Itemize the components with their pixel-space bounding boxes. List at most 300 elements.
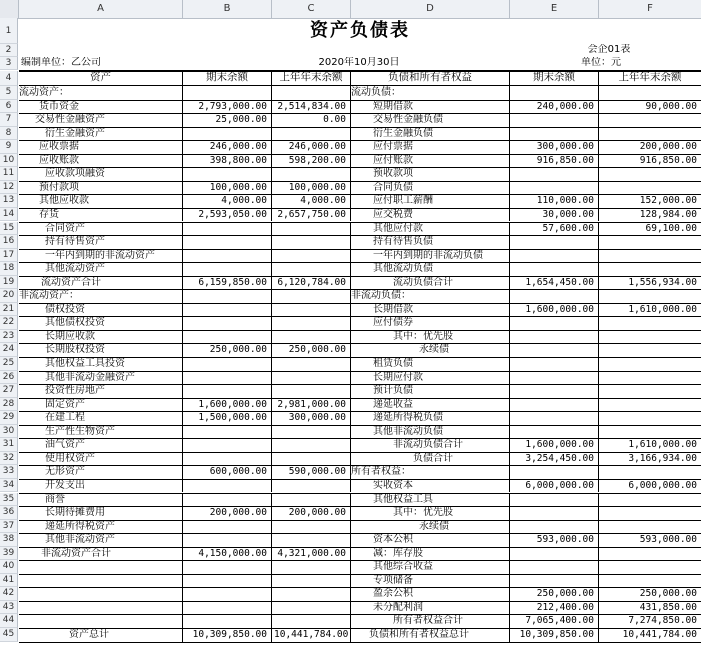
asset-prior-balance-cell[interactable]: 300,000.00	[272, 411, 351, 425]
row-number[interactable]: 37	[0, 520, 18, 534]
asset-item-cell[interactable]: 流动资产合计	[19, 276, 183, 290]
asset-item-cell[interactable]: 存货	[19, 208, 183, 222]
liability-ending-balance-cell[interactable]: 1,600,000.00	[510, 303, 599, 317]
asset-item-cell[interactable]	[19, 587, 183, 601]
asset-item-cell[interactable]: 在建工程	[19, 411, 183, 425]
liability-ending-balance-cell[interactable]	[510, 262, 599, 276]
asset-ending-balance-cell[interactable]	[183, 601, 272, 615]
row-number[interactable]: 36	[0, 506, 18, 520]
asset-prior-balance-cell[interactable]	[272, 330, 351, 344]
row-number[interactable]: 30	[0, 425, 18, 439]
asset-item-cell[interactable]	[19, 614, 183, 628]
asset-ending-balance-cell[interactable]	[183, 520, 272, 534]
liability-ending-balance-cell[interactable]	[510, 357, 599, 371]
liability-equity-item-cell[interactable]: 应交税费	[351, 208, 510, 222]
liability-ending-balance-cell[interactable]: 7,065,400.00	[510, 614, 599, 628]
asset-prior-balance-cell[interactable]	[272, 452, 351, 466]
asset-prior-balance-cell[interactable]	[272, 560, 351, 574]
row-number[interactable]: 23	[0, 330, 18, 344]
liability-ending-balance-cell[interactable]: 10,309,850.00	[510, 628, 599, 642]
asset-ending-balance-cell[interactable]	[183, 574, 272, 588]
asset-prior-balance-cell[interactable]	[272, 357, 351, 371]
liability-ending-balance-cell[interactable]	[510, 398, 599, 412]
liability-prior-balance-cell[interactable]	[599, 425, 701, 439]
row-number[interactable]: 45	[0, 628, 18, 642]
column-header-f[interactable]: F	[599, 0, 701, 18]
liability-ending-balance-cell[interactable]	[510, 289, 599, 303]
asset-prior-balance-cell[interactable]	[272, 438, 351, 452]
asset-item-cell[interactable]: 油气资产	[19, 438, 183, 452]
asset-item-cell[interactable]: 流动资产：	[19, 86, 183, 100]
liability-prior-balance-cell[interactable]: 3,166,934.00	[628, 452, 697, 464]
liability-prior-balance-cell[interactable]: 69,100.00	[645, 222, 697, 234]
liability-equity-item-cell[interactable]: 非流动负债：	[351, 289, 510, 303]
asset-item-cell[interactable]: 应收票据	[19, 140, 183, 154]
asset-ending-balance-cell[interactable]	[183, 289, 272, 303]
row-number[interactable]: 6	[0, 100, 18, 114]
asset-ending-balance-cell[interactable]	[183, 262, 272, 276]
asset-ending-balance-cell[interactable]: 600,000.00	[183, 465, 272, 479]
row-number[interactable]: 10	[0, 154, 18, 168]
liability-equity-item-cell[interactable]: 负债合计	[351, 452, 510, 466]
asset-item-cell[interactable]: 非流动资产：	[19, 289, 183, 303]
liability-prior-balance-cell[interactable]: 152,000.00	[639, 195, 697, 207]
asset-ending-balance-cell[interactable]: 398,800.00	[183, 154, 272, 168]
asset-ending-balance-cell[interactable]: 4,000.00	[183, 194, 272, 208]
asset-ending-balance-cell[interactable]: 1,500,000.00	[183, 411, 272, 425]
asset-prior-balance-cell[interactable]	[272, 86, 351, 100]
asset-item-cell[interactable]: 其他债权投资	[19, 316, 183, 330]
liability-prior-balance-cell[interactable]	[599, 330, 701, 344]
liability-prior-balance-cell[interactable]	[599, 316, 701, 330]
liability-ending-balance-cell[interactable]: 1,600,000.00	[510, 438, 599, 452]
liability-prior-balance-cell[interactable]	[599, 371, 701, 385]
column-header-b[interactable]: B	[183, 0, 272, 18]
row-number[interactable]: 3	[0, 57, 18, 70]
liability-ending-balance-cell[interactable]: 593,000.00	[510, 533, 599, 547]
liability-ending-balance-cell[interactable]: 250,000.00	[510, 587, 599, 601]
asset-item-cell[interactable]: 应收款项融资	[19, 167, 183, 181]
liability-prior-balance-cell[interactable]	[599, 465, 701, 479]
liability-equity-item-cell[interactable]: 其他非流动负债	[351, 425, 510, 439]
liability-prior-balance-cell[interactable]	[599, 493, 701, 507]
liability-ending-balance-cell[interactable]: 6,000,000.00	[510, 479, 599, 493]
row-number[interactable]: 4	[0, 71, 18, 86]
asset-ending-balance-cell[interactable]	[183, 425, 272, 439]
liability-ending-balance-cell[interactable]: 110,000.00	[510, 194, 599, 208]
row-number[interactable]: 27	[0, 384, 18, 398]
asset-prior-balance-cell[interactable]	[272, 384, 351, 398]
liability-equity-item-cell[interactable]: 负债和所有者权益总计	[351, 628, 510, 642]
row-number[interactable]: 18	[0, 262, 18, 276]
liability-equity-item-cell[interactable]: 其中：优先股	[351, 330, 510, 344]
liability-equity-item-cell[interactable]: 应付债券	[351, 316, 510, 330]
liability-equity-item-cell[interactable]: 资本公积	[351, 533, 510, 547]
liability-prior-balance-cell[interactable]	[599, 127, 701, 141]
liability-ending-balance-cell[interactable]: 57,600.00	[510, 222, 599, 236]
liability-ending-balance-cell[interactable]	[510, 235, 599, 249]
liability-prior-balance-cell[interactable]	[599, 560, 701, 574]
asset-ending-balance-cell[interactable]	[183, 614, 272, 628]
liability-ending-balance-cell[interactable]: 300,000.00	[510, 140, 599, 154]
row-number[interactable]: 2	[0, 44, 18, 57]
liability-ending-balance-cell[interactable]: 3,254,450.00	[510, 452, 599, 466]
liability-equity-item-cell[interactable]: 未分配利润	[351, 601, 510, 615]
asset-item-cell[interactable]: 生产性生物资产	[19, 425, 183, 439]
liability-equity-item-cell[interactable]: 持有待售负债	[351, 235, 510, 249]
liability-equity-item-cell[interactable]: 其中：优先股	[351, 506, 510, 520]
liability-prior-balance-cell[interactable]	[599, 113, 701, 127]
asset-ending-balance-cell[interactable]	[183, 249, 272, 263]
asset-item-cell[interactable]: 其他非流动资产	[19, 533, 183, 547]
liability-prior-balance-cell[interactable]	[599, 384, 701, 398]
liability-equity-item-cell[interactable]: 短期借款	[351, 100, 510, 114]
liability-prior-balance-cell[interactable]: 1,610,000.00	[628, 439, 697, 451]
asset-prior-balance-cell[interactable]: 590,000.00	[272, 465, 351, 479]
asset-ending-balance-cell[interactable]: 25,000.00	[183, 113, 272, 127]
liability-equity-item-cell[interactable]: 预计负债	[351, 384, 510, 398]
asset-ending-balance-cell[interactable]: 4,150,000.00	[183, 547, 272, 561]
asset-prior-balance-cell[interactable]	[272, 249, 351, 263]
liability-prior-balance-cell[interactable]	[599, 398, 701, 412]
row-number[interactable]: 19	[0, 276, 18, 290]
liability-equity-item-cell[interactable]: 盈余公积	[351, 587, 510, 601]
liability-prior-balance-cell[interactable]	[599, 506, 701, 520]
liability-ending-balance-cell[interactable]	[510, 86, 599, 100]
asset-item-cell[interactable]: 长期股权投资	[19, 343, 183, 357]
form-number[interactable]: 会企01表	[587, 44, 631, 55]
liability-equity-item-cell[interactable]: 应付票据	[351, 140, 510, 154]
liability-prior-balance-cell[interactable]	[599, 411, 701, 425]
asset-ending-balance-cell[interactable]	[183, 587, 272, 601]
asset-prior-balance-cell[interactable]	[272, 289, 351, 303]
asset-prior-balance-cell[interactable]	[272, 167, 351, 181]
asset-ending-balance-cell[interactable]	[183, 303, 272, 317]
asset-prior-balance-cell[interactable]: 6,120,784.00	[272, 276, 351, 290]
liability-ending-balance-cell[interactable]	[510, 181, 599, 195]
column-header-d[interactable]: D	[351, 0, 510, 18]
asset-prior-balance-cell[interactable]	[272, 479, 351, 493]
row-number[interactable]: 39	[0, 547, 18, 561]
liability-ending-balance-cell[interactable]	[510, 316, 599, 330]
liability-prior-balance-cell[interactable]: 431,850.00	[639, 601, 697, 613]
asset-ending-balance-cell[interactable]	[183, 560, 272, 574]
column-header-e[interactable]: E	[510, 0, 599, 18]
asset-ending-balance-cell[interactable]: 246,000.00	[183, 140, 272, 154]
asset-ending-balance-cell[interactable]	[183, 235, 272, 249]
asset-item-cell[interactable]	[19, 601, 183, 615]
asset-item-cell[interactable]: 其他权益工具投资	[19, 357, 183, 371]
liability-prior-balance-cell[interactable]	[599, 86, 701, 100]
header-liability-prior-year-balance[interactable]: 上年年末余额	[618, 71, 682, 83]
header-assets[interactable]: 资产	[19, 71, 183, 85]
liability-ending-balance-cell[interactable]	[510, 465, 599, 479]
row-number[interactable]: 11	[0, 167, 18, 181]
row-number[interactable]: 29	[0, 411, 18, 425]
liability-ending-balance-cell[interactable]	[510, 506, 599, 520]
row-number[interactable]: 25	[0, 357, 18, 371]
asset-prior-balance-cell[interactable]: 246,000.00	[272, 140, 351, 154]
row-number[interactable]: 13	[0, 194, 18, 208]
liability-ending-balance-cell[interactable]	[510, 574, 599, 588]
liability-equity-item-cell[interactable]: 所有者权益合计	[351, 614, 510, 628]
asset-prior-balance-cell[interactable]	[272, 601, 351, 615]
row-number[interactable]: 12	[0, 181, 18, 195]
asset-prior-balance-cell[interactable]: 2,981,000.00	[272, 398, 351, 412]
liability-ending-balance-cell[interactable]	[510, 384, 599, 398]
row-number[interactable]: 16	[0, 235, 18, 249]
asset-prior-balance-cell[interactable]: 100,000.00	[272, 181, 351, 195]
asset-prior-balance-cell[interactable]: 2,657,750.00	[272, 208, 351, 222]
liability-prior-balance-cell[interactable]: 593,000.00	[639, 534, 697, 546]
asset-prior-balance-cell[interactable]	[272, 222, 351, 236]
row-number[interactable]: 31	[0, 438, 18, 452]
asset-item-cell[interactable]: 交易性金融资产	[19, 113, 183, 127]
asset-item-cell[interactable]: 长期应收款	[19, 330, 183, 344]
liability-ending-balance-cell[interactable]	[510, 411, 599, 425]
asset-prior-balance-cell[interactable]	[272, 262, 351, 276]
row-number[interactable]: 34	[0, 479, 18, 493]
asset-item-cell[interactable]: 递延所得税资产	[19, 520, 183, 534]
asset-item-cell[interactable]: 使用权资产	[19, 452, 183, 466]
liability-equity-item-cell[interactable]: 永续债	[351, 343, 510, 357]
asset-prior-balance-cell[interactable]	[272, 425, 351, 439]
row-number[interactable]: 41	[0, 574, 18, 588]
asset-ending-balance-cell[interactable]: 6,159,850.00	[183, 276, 272, 290]
asset-item-cell[interactable]: 商誉	[19, 493, 183, 507]
header-liabilities-equity[interactable]: 负债和所有者权益	[351, 71, 510, 85]
row-number[interactable]: 40	[0, 560, 18, 574]
liability-prior-balance-cell[interactable]	[599, 262, 701, 276]
liability-prior-balance-cell[interactable]	[599, 181, 701, 195]
row-number[interactable]: 38	[0, 533, 18, 547]
liability-ending-balance-cell[interactable]	[510, 249, 599, 263]
sheet-title[interactable]: 资产负债表	[310, 20, 410, 41]
asset-prior-balance-cell[interactable]: 0.00	[272, 113, 351, 127]
row-number[interactable]: 21	[0, 303, 18, 317]
asset-ending-balance-cell[interactable]	[183, 330, 272, 344]
row-number[interactable]: 26	[0, 371, 18, 385]
row-number[interactable]: 32	[0, 452, 18, 466]
asset-ending-balance-cell[interactable]	[183, 533, 272, 547]
header-asset-prior-year-balance[interactable]: 上年年末余额	[272, 71, 351, 85]
liability-prior-balance-cell[interactable]: 6,000,000.00	[628, 479, 697, 491]
liability-equity-item-cell[interactable]: 减：库存股	[351, 547, 510, 561]
liability-prior-balance-cell[interactable]: 1,556,934.00	[628, 276, 697, 288]
liability-ending-balance-cell[interactable]	[510, 343, 599, 357]
liability-prior-balance-cell[interactable]	[599, 167, 701, 181]
reporting-entity[interactable]: 编制单位：乙公司	[21, 57, 101, 68]
liability-prior-balance-cell[interactable]: 916,850.00	[639, 154, 697, 166]
row-number[interactable]: 20	[0, 289, 18, 303]
liability-prior-balance-cell[interactable]	[599, 249, 701, 263]
row-number[interactable]: 9	[0, 140, 18, 154]
asset-item-cell[interactable]: 资产总计	[19, 628, 183, 642]
liability-prior-balance-cell[interactable]	[599, 343, 701, 357]
row-number[interactable]: 33	[0, 465, 18, 479]
asset-ending-balance-cell[interactable]	[183, 384, 272, 398]
liability-prior-balance-cell[interactable]	[599, 520, 701, 534]
liability-equity-item-cell[interactable]: 租赁负债	[351, 357, 510, 371]
column-header-c[interactable]: C	[272, 0, 351, 18]
asset-prior-balance-cell[interactable]	[272, 574, 351, 588]
liability-prior-balance-cell[interactable]: 10,441,784.00	[622, 629, 697, 640]
row-number[interactable]: 5	[0, 86, 18, 100]
liability-equity-item-cell[interactable]: 长期应付款	[351, 371, 510, 385]
liability-equity-item-cell[interactable]: 长期借款	[351, 303, 510, 317]
asset-ending-balance-cell[interactable]	[183, 127, 272, 141]
asset-prior-balance-cell[interactable]	[272, 520, 351, 534]
asset-item-cell[interactable]: 货币资金	[19, 100, 183, 114]
liability-ending-balance-cell[interactable]: 30,000.00	[510, 208, 599, 222]
asset-item-cell[interactable]: 其他应收款	[19, 194, 183, 208]
asset-item-cell[interactable]: 预付款项	[19, 181, 183, 195]
asset-prior-balance-cell[interactable]: 4,321,000.00	[272, 547, 351, 561]
asset-prior-balance-cell[interactable]: 2,514,834.00	[272, 100, 351, 114]
asset-item-cell[interactable]: 无形资产	[19, 465, 183, 479]
asset-prior-balance-cell[interactable]	[272, 127, 351, 141]
liability-prior-balance-cell[interactable]: 7,274,850.00	[628, 615, 697, 627]
liability-equity-item-cell[interactable]: 永续债	[351, 520, 510, 534]
liability-equity-item-cell[interactable]: 专项储备	[351, 574, 510, 588]
currency-unit[interactable]: 单位：元	[581, 57, 621, 68]
asset-item-cell[interactable]: 一年内到期的非流动资产	[19, 249, 183, 263]
asset-item-cell[interactable]: 应收账款	[19, 154, 183, 168]
row-number[interactable]: 44	[0, 614, 18, 628]
asset-ending-balance-cell[interactable]	[183, 86, 272, 100]
liability-ending-balance-cell[interactable]	[510, 493, 599, 507]
liability-equity-item-cell[interactable]: 预收款项	[351, 167, 510, 181]
liability-ending-balance-cell[interactable]: 1,654,450.00	[510, 276, 599, 290]
asset-ending-balance-cell[interactable]	[183, 316, 272, 330]
row-number[interactable]: 28	[0, 398, 18, 412]
liability-ending-balance-cell[interactable]	[510, 330, 599, 344]
row-number[interactable]: 8	[0, 127, 18, 141]
liability-prior-balance-cell[interactable]: 200,000.00	[639, 141, 697, 153]
asset-item-cell[interactable]: 长期待摊费用	[19, 506, 183, 520]
liability-equity-item-cell[interactable]: 实收资本	[351, 479, 510, 493]
liability-equity-item-cell[interactable]: 应付账款	[351, 154, 510, 168]
asset-ending-balance-cell[interactable]	[183, 222, 272, 236]
asset-ending-balance-cell[interactable]: 1,600,000.00	[183, 398, 272, 412]
asset-prior-balance-cell[interactable]: 250,000.00	[272, 343, 351, 357]
asset-prior-balance-cell[interactable]: 4,000.00	[272, 194, 351, 208]
liability-equity-item-cell[interactable]: 流动负债合计	[351, 276, 510, 290]
liability-equity-item-cell[interactable]: 一年内到期的非流动负债	[351, 249, 510, 263]
asset-prior-balance-cell[interactable]: 598,200.00	[272, 154, 351, 168]
liability-ending-balance-cell[interactable]	[510, 127, 599, 141]
liability-ending-balance-cell[interactable]	[510, 547, 599, 561]
row-number[interactable]: 43	[0, 601, 18, 615]
asset-item-cell[interactable]: 其他流动资产	[19, 262, 183, 276]
asset-ending-balance-cell[interactable]: 2,593,050.00	[183, 208, 272, 222]
asset-prior-balance-cell[interactable]	[272, 614, 351, 628]
liability-equity-item-cell[interactable]: 其他流动负债	[351, 262, 510, 276]
liability-prior-balance-cell[interactable]	[599, 574, 701, 588]
liability-ending-balance-cell[interactable]: 212,400.00	[510, 601, 599, 615]
asset-ending-balance-cell[interactable]	[183, 357, 272, 371]
liability-equity-item-cell[interactable]: 非流动负债合计	[351, 438, 510, 452]
asset-prior-balance-cell[interactable]	[272, 371, 351, 385]
asset-item-cell[interactable]	[19, 560, 183, 574]
liability-equity-item-cell[interactable]: 其他权益工具	[351, 493, 510, 507]
asset-ending-balance-cell[interactable]	[183, 167, 272, 181]
asset-prior-balance-cell[interactable]	[272, 235, 351, 249]
liability-equity-item-cell[interactable]: 交易性金融负债	[351, 113, 510, 127]
asset-item-cell[interactable]: 持有待售资产	[19, 235, 183, 249]
header-liability-ending-balance[interactable]: 期末余额	[510, 71, 599, 85]
row-number[interactable]: 35	[0, 493, 18, 507]
liability-prior-balance-cell[interactable]	[599, 289, 701, 303]
select-all-corner[interactable]	[0, 0, 19, 18]
asset-prior-balance-cell[interactable]	[272, 533, 351, 547]
liability-equity-item-cell[interactable]: 应付职工薪酬	[351, 194, 510, 208]
header-asset-ending-balance[interactable]: 期末余额	[183, 71, 272, 85]
asset-ending-balance-cell[interactable]: 250,000.00	[183, 343, 272, 357]
row-number[interactable]: 15	[0, 222, 18, 236]
row-number[interactable]: 24	[0, 343, 18, 357]
liability-ending-balance-cell[interactable]	[510, 520, 599, 534]
asset-ending-balance-cell[interactable]: 100,000.00	[183, 181, 272, 195]
asset-ending-balance-cell[interactable]	[183, 371, 272, 385]
asset-item-cell[interactable]	[19, 574, 183, 588]
asset-item-cell[interactable]: 债权投资	[19, 303, 183, 317]
asset-item-cell[interactable]: 衍生金融资产	[19, 127, 183, 141]
asset-ending-balance-cell[interactable]	[183, 438, 272, 452]
liability-ending-balance-cell[interactable]	[510, 560, 599, 574]
asset-prior-balance-cell[interactable]	[272, 493, 351, 507]
row-number[interactable]: 17	[0, 249, 18, 263]
liability-ending-balance-cell[interactable]: 240,000.00	[510, 100, 599, 114]
liability-prior-balance-cell[interactable]: 90,000.00	[645, 100, 697, 112]
liability-prior-balance-cell[interactable]	[599, 547, 701, 561]
asset-ending-balance-cell[interactable]	[183, 479, 272, 493]
row-number[interactable]: 14	[0, 208, 18, 222]
liability-equity-item-cell[interactable]: 衍生金融负债	[351, 127, 510, 141]
asset-prior-balance-cell[interactable]: 200,000.00	[272, 506, 351, 520]
liability-equity-item-cell[interactable]: 合同负债	[351, 181, 510, 195]
liability-prior-balance-cell[interactable]: 1,610,000.00	[628, 303, 697, 315]
liability-ending-balance-cell[interactable]	[510, 371, 599, 385]
asset-ending-balance-cell[interactable]	[183, 452, 272, 466]
asset-prior-balance-cell[interactable]	[272, 303, 351, 317]
liability-prior-balance-cell[interactable]	[599, 235, 701, 249]
liability-equity-item-cell[interactable]: 递延所得税负债	[351, 411, 510, 425]
liability-ending-balance-cell[interactable]	[510, 167, 599, 181]
asset-ending-balance-cell[interactable]	[183, 493, 272, 507]
liability-equity-item-cell[interactable]: 其他综合收益	[351, 560, 510, 574]
liability-ending-balance-cell[interactable]	[510, 425, 599, 439]
row-number[interactable]: 42	[0, 587, 18, 601]
report-date[interactable]: 2020年10月30日	[318, 57, 400, 68]
asset-ending-balance-cell[interactable]: 2,793,000.00	[183, 100, 272, 114]
asset-prior-balance-cell[interactable]	[272, 587, 351, 601]
liability-prior-balance-cell[interactable]	[599, 357, 701, 371]
liability-ending-balance-cell[interactable]: 916,850.00	[510, 154, 599, 168]
asset-prior-balance-cell[interactable]	[272, 316, 351, 330]
asset-ending-balance-cell[interactable]: 200,000.00	[183, 506, 272, 520]
row-number[interactable]: 22	[0, 316, 18, 330]
column-header-a[interactable]: A	[19, 0, 183, 18]
asset-prior-balance-cell[interactable]: 10,441,784.00	[272, 628, 351, 642]
asset-item-cell[interactable]: 非流动资产合计	[19, 547, 183, 561]
row-number[interactable]: 1	[0, 18, 18, 44]
liability-prior-balance-cell[interactable]: 250,000.00	[639, 588, 697, 600]
liability-prior-balance-cell[interactable]: 128,984.00	[639, 208, 697, 220]
liability-equity-item-cell[interactable]: 递延收益	[351, 398, 510, 412]
asset-item-cell[interactable]: 固定资产	[19, 398, 183, 412]
asset-item-cell[interactable]: 投资性房地产	[19, 384, 183, 398]
